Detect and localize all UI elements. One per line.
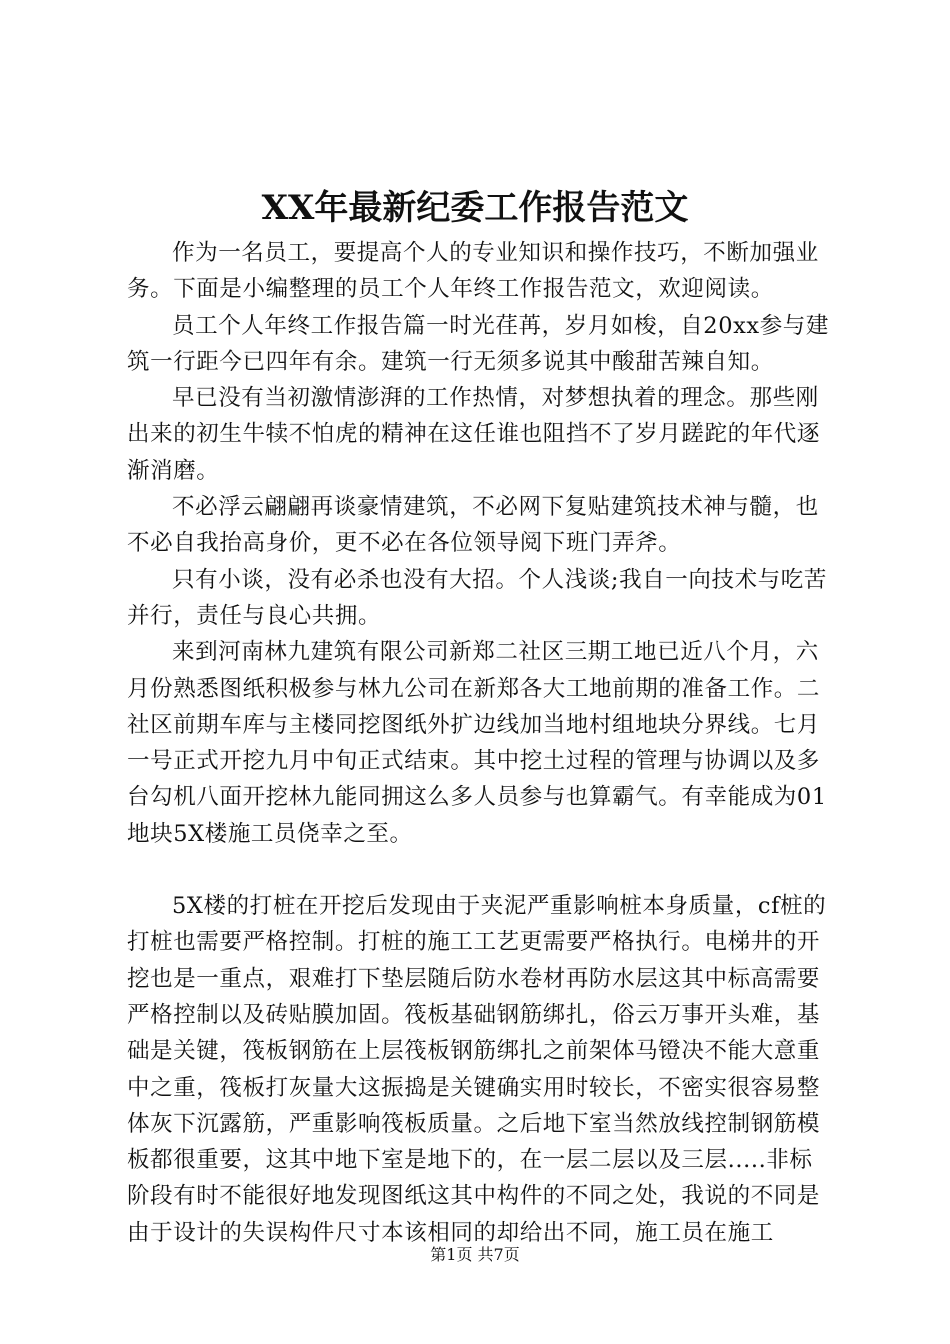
paragraph-spacer: [127, 852, 833, 888]
paragraph-6: 5X楼的打桩在开挖后发现由于夹泥严重影响桩本身质量，cf桩的打桩也需要严格控制。打桩的施工工艺更需要严格执行。电梯井的开挖也是一重点，艰难打下垫层随后防水卷材再防水层这其中标高需要严格控制以及砖贴膜加固。筏板基础钢筋绑扎，俗云万事开头难，基础是关键，筏板钢筋在上层筏板钢筋绑扎之前架体马镫决不能大意重中之重，筏板打灰量大这振捣是关键确实用时较长，不密实很容易整体灰下沉露筋，严重影响筏板质量。之后地下室当然放线控制钢筋模板都很重要，这其中地下室是地下的，在一层二层以及三层.....非标阶段有时不能很好地发现图纸这其中构件的不同之处，我说的不同是由于设计的失误构件尺寸本该相同的却给出不同，施工员在施工: [127, 893, 827, 1246]
document-body: [127, 235, 833, 1251]
paragraph-4: 只有小谈，没有必杀也没有大招。个人浅谈;我自一向技术与吃苦并行，责任与良心共拥。: [127, 566, 827, 629]
paragraph-3: 不必浮云翩翩再谈豪情建筑，不必网下复贴建筑技术神与髓，也不必自我抬高身价，更不必在各位领导阅下班门弄斧。: [127, 494, 819, 557]
document-title: XX年最新纪委工作报告范文: [261, 188, 689, 228]
paragraph-1: 员工个人年终工作报告篇一时光荏苒，岁月如梭，自20xx参与建筑一行距今已四年有余。建筑一行无须多说其中酸甜苦辣自知。: [127, 312, 830, 375]
paragraph-intro: 作为一名员工，要提高个人的专业知识和操作技巧，不断加强业务。下面是小编整理的员工个人年终工作报告范文，欢迎阅读。: [127, 240, 819, 303]
page-number-footer: 第1页 共7页: [430, 1245, 520, 1264]
paragraph-2: 早已没有当初激情澎湃的工作热情，对梦想执着的理念。那些刚出来的初生牛犊不怕虎的精神在这任谁也阻挡不了岁月蹉跎的年代逐渐消磨。: [127, 385, 821, 484]
paragraph-5: 来到河南林九建筑有限公司新郑二社区三期工地已近八个月，六月份熟悉图纸积极参与林九公司在新郑各大工地前期的准备工作。二社区前期车库与主楼同挖图纸外扩边线加当地村组地块分界线。七月一号正式开挖九月中旬正式结束。其中挖土过程的管理与协调以及多台勾机八面开挖林九能同拥这么多人员参与也算霸气。有幸能成为01地块5X楼施工员侥幸之至。: [127, 639, 827, 847]
